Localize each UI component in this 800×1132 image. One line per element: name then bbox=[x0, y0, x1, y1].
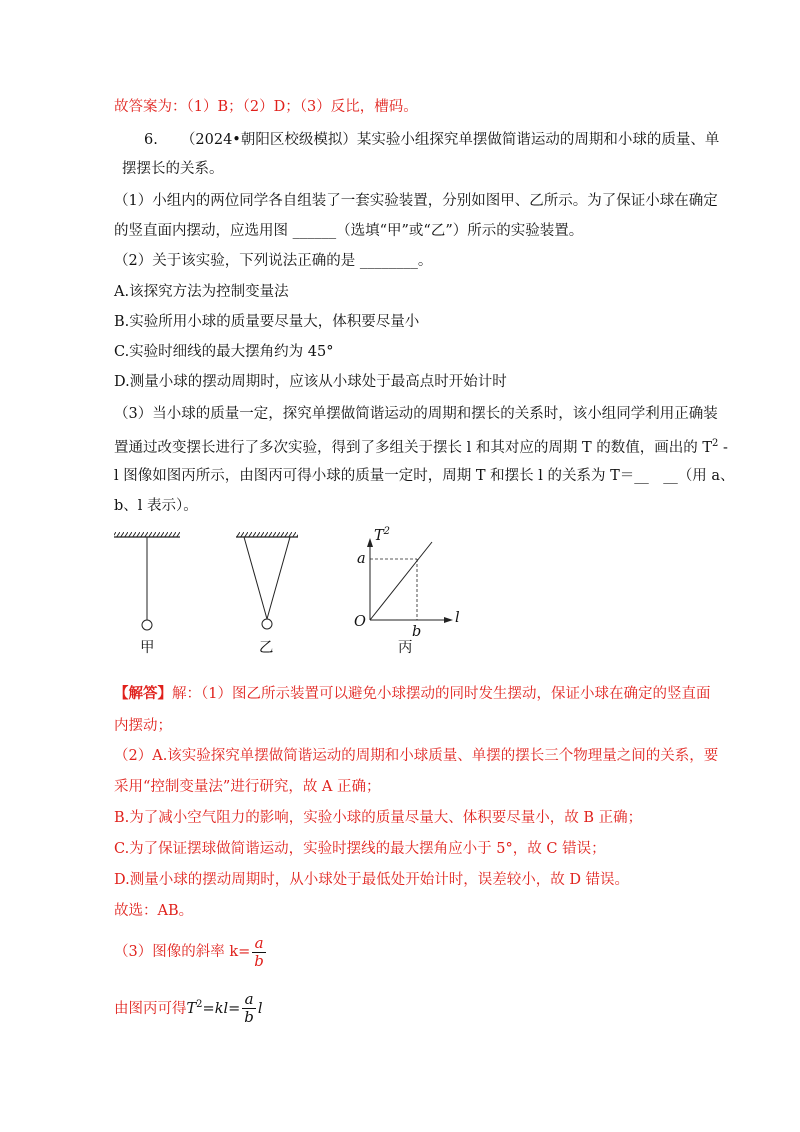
question-stem-2: 摆摆长的关系。 bbox=[122, 161, 224, 177]
part3-line4: b、l 表示）。 bbox=[114, 498, 198, 514]
part3-line2-sup: 2 bbox=[712, 438, 719, 449]
graph-origin-label: O bbox=[354, 614, 366, 630]
slope-den: b bbox=[254, 951, 264, 970]
solution-s2-d: D.测量小球的摆动周期时，从小球处于最低处开始计时，误差较小，故 D 错误。 bbox=[114, 872, 630, 888]
solution-slope-text: （3）图像的斜率 k= bbox=[114, 944, 251, 960]
relation-fraction bbox=[242, 991, 256, 1026]
solution-s1-2: 内摆动； bbox=[114, 718, 172, 734]
solution-s2-2: 采用“控制变量法”进行研究，故 A 正确； bbox=[114, 779, 381, 795]
part3-line3: l 图像如图丙所示，由图丙可得小球的质量一定时，周期 T 和摆长 l 的关系为 T＝__ __（用 a、 bbox=[114, 468, 735, 484]
solution-relation bbox=[114, 985, 263, 1029]
pendulum-yi bbox=[236, 532, 298, 629]
graph-b-label: b bbox=[412, 624, 422, 640]
option-d: D.测量小球的摆动周期时，应该从小球处于最高点时开始计时 bbox=[114, 374, 507, 390]
solution-s1-1: （1）图乙所示装置可以避免小球摆动的同时发生摆动，保证小球在确定的竖直面 bbox=[201, 686, 711, 702]
relation-T: T bbox=[186, 1000, 197, 1017]
label-jia: 甲 bbox=[140, 640, 155, 656]
question-number: 6. bbox=[144, 132, 158, 148]
relation-num: a bbox=[242, 991, 256, 1009]
part3-line2 bbox=[114, 434, 728, 458]
solution-jie: 解： bbox=[172, 686, 201, 702]
option-b: B.实验所用小球的质量要尽量大，体积要尽量小 bbox=[114, 314, 420, 330]
option-a: A.该探究方法为控制变量法 bbox=[114, 284, 289, 300]
label-bing: 丙 bbox=[398, 640, 413, 656]
label-yi: 乙 bbox=[259, 640, 274, 656]
part3-line1: （3）当小球的质量一定，探究单摆做简谐运动的周期和摆长的关系时，该小组同学利用正确装 bbox=[114, 406, 718, 422]
relation-text: 由图丙可得 bbox=[114, 1000, 187, 1017]
question-6-line1 bbox=[144, 130, 719, 150]
part2-question: （2）关于该实验，下列说法正确的是 ________。 bbox=[114, 253, 433, 269]
solution-choose: 故选：AB。 bbox=[114, 903, 194, 919]
graph-y-exp: 2 bbox=[383, 526, 391, 537]
question-source: （2024•朝阳区校级模拟） bbox=[180, 132, 357, 148]
relation-exp: 2 bbox=[196, 999, 203, 1010]
graph-y-letter: T bbox=[374, 527, 384, 544]
graph-y-label bbox=[374, 522, 390, 546]
part3-line2-text: 置通过改变摆长进行了多次实验，得到了多组关于摆长 l 和其对应的周期 T 的数值，画出的 T bbox=[114, 439, 713, 456]
graph-bing bbox=[367, 538, 453, 623]
relation-eq: =kl= bbox=[202, 1000, 241, 1017]
solution-head: 【解答】 bbox=[114, 685, 172, 702]
pendulum-jia bbox=[114, 532, 180, 630]
part1-line2: 的竖直面内摆动，应选用图 ______（选填“甲”或“乙”）所示的实验装置。 bbox=[114, 223, 584, 239]
question-stem-1: 某实验小组探究单摆做简谐运动的周期和小球的质量、单 bbox=[356, 132, 720, 148]
relation-l: l bbox=[257, 1000, 263, 1017]
solution-slope bbox=[114, 932, 268, 972]
graph-x-label: l bbox=[455, 610, 460, 626]
slope-fraction bbox=[252, 935, 266, 970]
solution-s2-c: C.为了保证摆球做简谐运动，实验时摆线的最大摆角应小于 5°，故 C 错误； bbox=[114, 841, 606, 857]
graph-a-label: a bbox=[357, 551, 366, 567]
relation-den: b bbox=[244, 1008, 254, 1027]
option-c: C.实验时细线的最大摆角约为 45° bbox=[114, 344, 334, 360]
previous-answer: 故答案为：（1）B；（2）D；（3）反比，槽码。 bbox=[114, 99, 418, 115]
part3-line2-end: - bbox=[718, 439, 728, 456]
solution-s2-b: B.为了减小空气阻力的影响，实验小球的质量尽量大、体积要尽量小，故 B 正确； bbox=[114, 810, 643, 826]
slope-num: a bbox=[252, 935, 266, 953]
solution-line1 bbox=[114, 684, 710, 704]
part1-line1: （1）小组内的两位同学各自组装了一套实验装置，分别如图甲、乙所示。为了保证小球在确定 bbox=[114, 193, 718, 209]
solution-s2-1: （2）A.该实验探究单摆做简谐运动的周期和小球质量、单摆的摆长三个物理量之间的关系，要 bbox=[114, 748, 719, 764]
